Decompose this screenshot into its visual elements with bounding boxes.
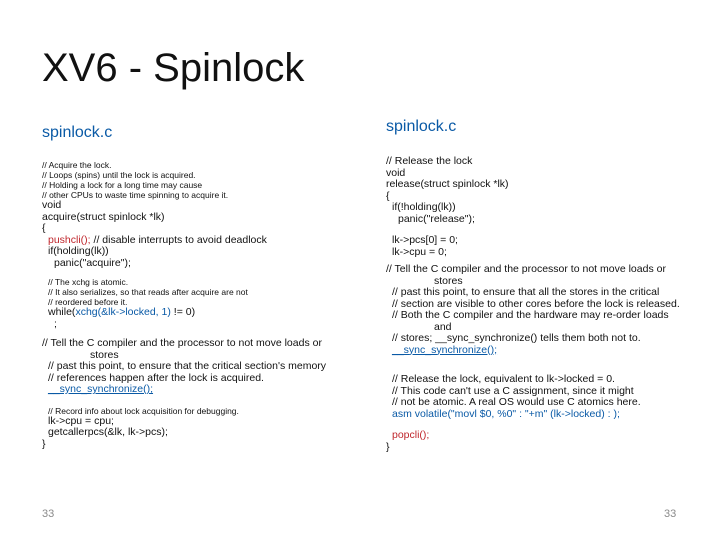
code-comment: // stores; __sync_synchronize() tells them both not to. [392, 332, 641, 344]
code-comment: // The xchg is atomic. [48, 277, 129, 287]
code-comment: // This code can't use a C assignment, since it might [392, 384, 634, 397]
acquire-code-block [42, 160, 362, 450]
spacer [386, 420, 706, 430]
code-comment: // It also serializes, so that reads after acquire are not [48, 287, 248, 297]
code-comment: // Tell the C compiler and the processor to not move loads or [386, 263, 666, 275]
code-line: } [42, 437, 46, 450]
code-comment: // Tell the C compiler and the processor to not move loads or [42, 337, 322, 349]
code-comment: // references happen after the lock is acquired. [48, 371, 264, 384]
code-line: { [386, 189, 390, 202]
code-comment: // Record info about lock acquisition for debugging. [48, 405, 239, 416]
code-comment: stores [434, 274, 463, 287]
code-line: { [42, 222, 46, 234]
code-comment: stores [90, 348, 119, 361]
while-keyword: while( [48, 306, 76, 318]
slide-title: XV6 - Spinlock [42, 46, 305, 90]
code-comment: // not be atomic. A real OS would use C atomics here. [392, 396, 641, 408]
sync-synchronize-call: __sync_synchronize(); [48, 383, 154, 395]
code-line [42, 307, 362, 319]
pushcli-call: pushcli(); [48, 233, 91, 246]
code-line: getcallerpcs(&lk, lk->pcs); [48, 426, 168, 438]
code-comment: // section are visible to other cores before the lock is released. [392, 297, 680, 310]
left-file-title: spinlock.c [42, 124, 113, 141]
code-comment: // Holding a lock for a long time may cause [42, 180, 203, 190]
code-line: lk->pcs[0] = 0; [392, 234, 458, 246]
code-line: release(struct spinlock *lk) [386, 178, 509, 190]
code-comment: // other CPUs to waste time spinning to acquire it. [42, 190, 229, 200]
code-comment: // Both the C compiler and the hardware may re-order loads [392, 309, 669, 321]
code-comment: // disable interrupts to avoid deadlock [90, 233, 267, 246]
code-comment: // reordered before it. [48, 297, 128, 307]
code-comment: // Release the lock, equivalent to lk->locked = 0. [392, 373, 615, 385]
code-comment: // Release the lock [386, 155, 473, 167]
page-number-left: 33 [42, 508, 55, 520]
right-file-title: spinlock.c [386, 118, 457, 135]
code-text: != 0) [170, 306, 196, 318]
xchg-call: xchg(&lk->locked, 1) [75, 306, 171, 318]
page-number-right: 33 [664, 508, 677, 520]
code-comment: and [434, 320, 452, 333]
popcli-call: popcli(); [392, 429, 430, 441]
code-comment: // Loops (spins) until the lock is acquired. [42, 170, 196, 180]
code-comment: // past this point, to ensure that all the stores in the critical [392, 286, 660, 298]
code-comment: // past this point, to ensure that the critical section's memory [48, 360, 327, 372]
spacer [42, 269, 362, 277]
spacer [386, 356, 706, 374]
code-line: if(holding(lk)) [48, 245, 109, 257]
sync-synchronize-call: __sync_synchronize(); [392, 343, 498, 356]
code-line: void [42, 199, 62, 211]
code-line: lk->cpu = 0; [392, 245, 447, 258]
asm-volatile-line: asm volatile("movl $0, %0" : "+m" (lk->locked) : ); [392, 407, 620, 420]
release-code-block [386, 156, 706, 453]
code-line: ; [54, 317, 57, 330]
code-line: panic("acquire"); [54, 256, 131, 269]
code-line: panic("release"); [398, 212, 475, 225]
spacer [42, 396, 362, 406]
code-line: } [386, 440, 390, 453]
code-line: if(!holding(lk)) [392, 201, 456, 213]
code-line: lk->cpu = cpu; [48, 414, 114, 427]
code-comment: // Acquire the lock. [42, 160, 112, 170]
code-line: acquire(struct spinlock *lk) [42, 210, 165, 223]
code-line: void [386, 166, 406, 179]
